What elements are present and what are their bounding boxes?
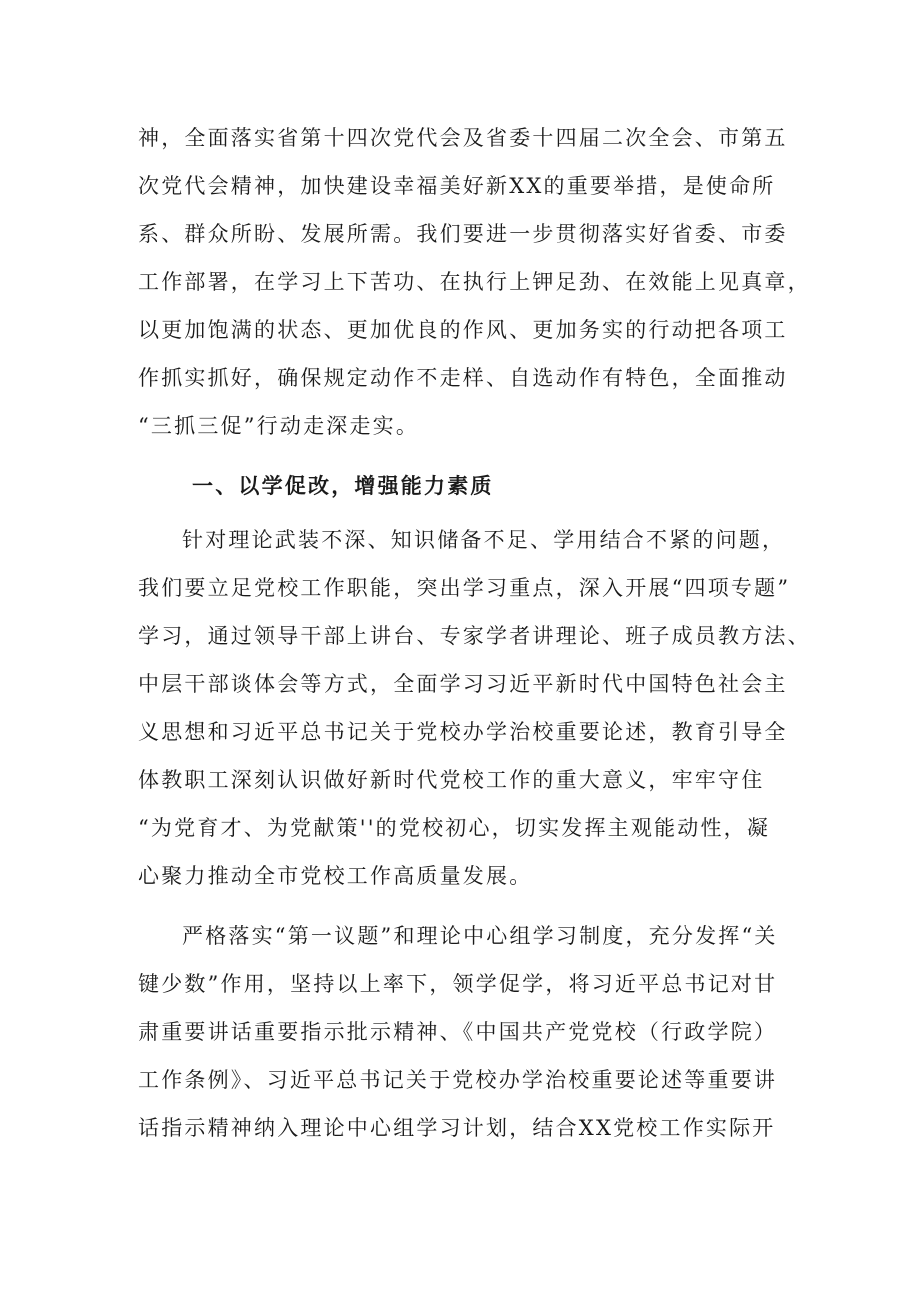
text-line: 以更加饱满的状态、更加优良的作风、更加务实的行动把各项工 bbox=[138, 318, 788, 342]
paragraph-section-one bbox=[138, 516, 811, 900]
text-line: “三抓三促”行动走深走实。 bbox=[138, 414, 420, 438]
text-line: 次党代会精神，加快建设幸福美好新XX的重要举措，是使命所 bbox=[138, 174, 776, 198]
text-line: 针对理论武装不深、知识储备不足、学用结合不紧的问题， bbox=[182, 528, 786, 552]
paragraph-intro bbox=[138, 114, 811, 450]
text-line: 我们要立足党校工作职能，突出学习重点，深入开展“四项专题” bbox=[138, 576, 791, 600]
section-heading: 一、以学促改，增强能力素质 bbox=[192, 474, 494, 498]
text-line: 中层干部谈体会等方式，全面学习习近平新时代中国特色社会主 bbox=[138, 672, 788, 696]
text-line: 肃重要讲话重要指示批示精神、《中国共产党党校（行政学院） bbox=[138, 1020, 778, 1044]
text-line: 心聚力推动全市党校工作高质量发展。 bbox=[138, 864, 533, 888]
text-line: 系、群众所盼、发展所需。我们要进一步贯彻落实好省委、市委 bbox=[138, 222, 788, 246]
text-line: 工作条例》、习近平总书记关于党校办学治校重要论述等重要讲 bbox=[138, 1068, 778, 1092]
text-line: 工作部署，在学习上下苦功、在执行上钾足劲、在效能上见真章， bbox=[138, 270, 811, 294]
text-line: 键少数”作用，坚持以上率下，领学促学，将习近平总书记对甘 bbox=[138, 972, 778, 996]
paragraph-study-system bbox=[138, 912, 788, 1152]
text-line: 作抓实抓好，确保规定动作不走样、自选动作有特色，全面推动 bbox=[138, 366, 788, 390]
text-line: 严格落实“第一议题”和理论中心组学习制度，充分发挥“关 bbox=[182, 924, 778, 948]
text-line: “为党育才、为党献策''的党校初心，切实发挥主观能动性，凝 bbox=[138, 816, 771, 840]
text-line: 义思想和习近平总书记关于党校办学治校重要论述，教育引导全 bbox=[138, 720, 788, 744]
text-line: 体教职工深刻认识做好新时代党校工作的重大意义，牢牢守住 bbox=[138, 768, 765, 792]
text-line: 话指示精神纳入理论中心组学习计划，结合XX党校工作实际开 bbox=[138, 1116, 776, 1140]
text-line: 学习，通过领导干部上讲台、专家学者讲理论、班子成员教方法、 bbox=[138, 624, 811, 648]
text-line: 神，全面落实省第十四次党代会及省委十四届二次全会、市第五 bbox=[138, 126, 788, 150]
